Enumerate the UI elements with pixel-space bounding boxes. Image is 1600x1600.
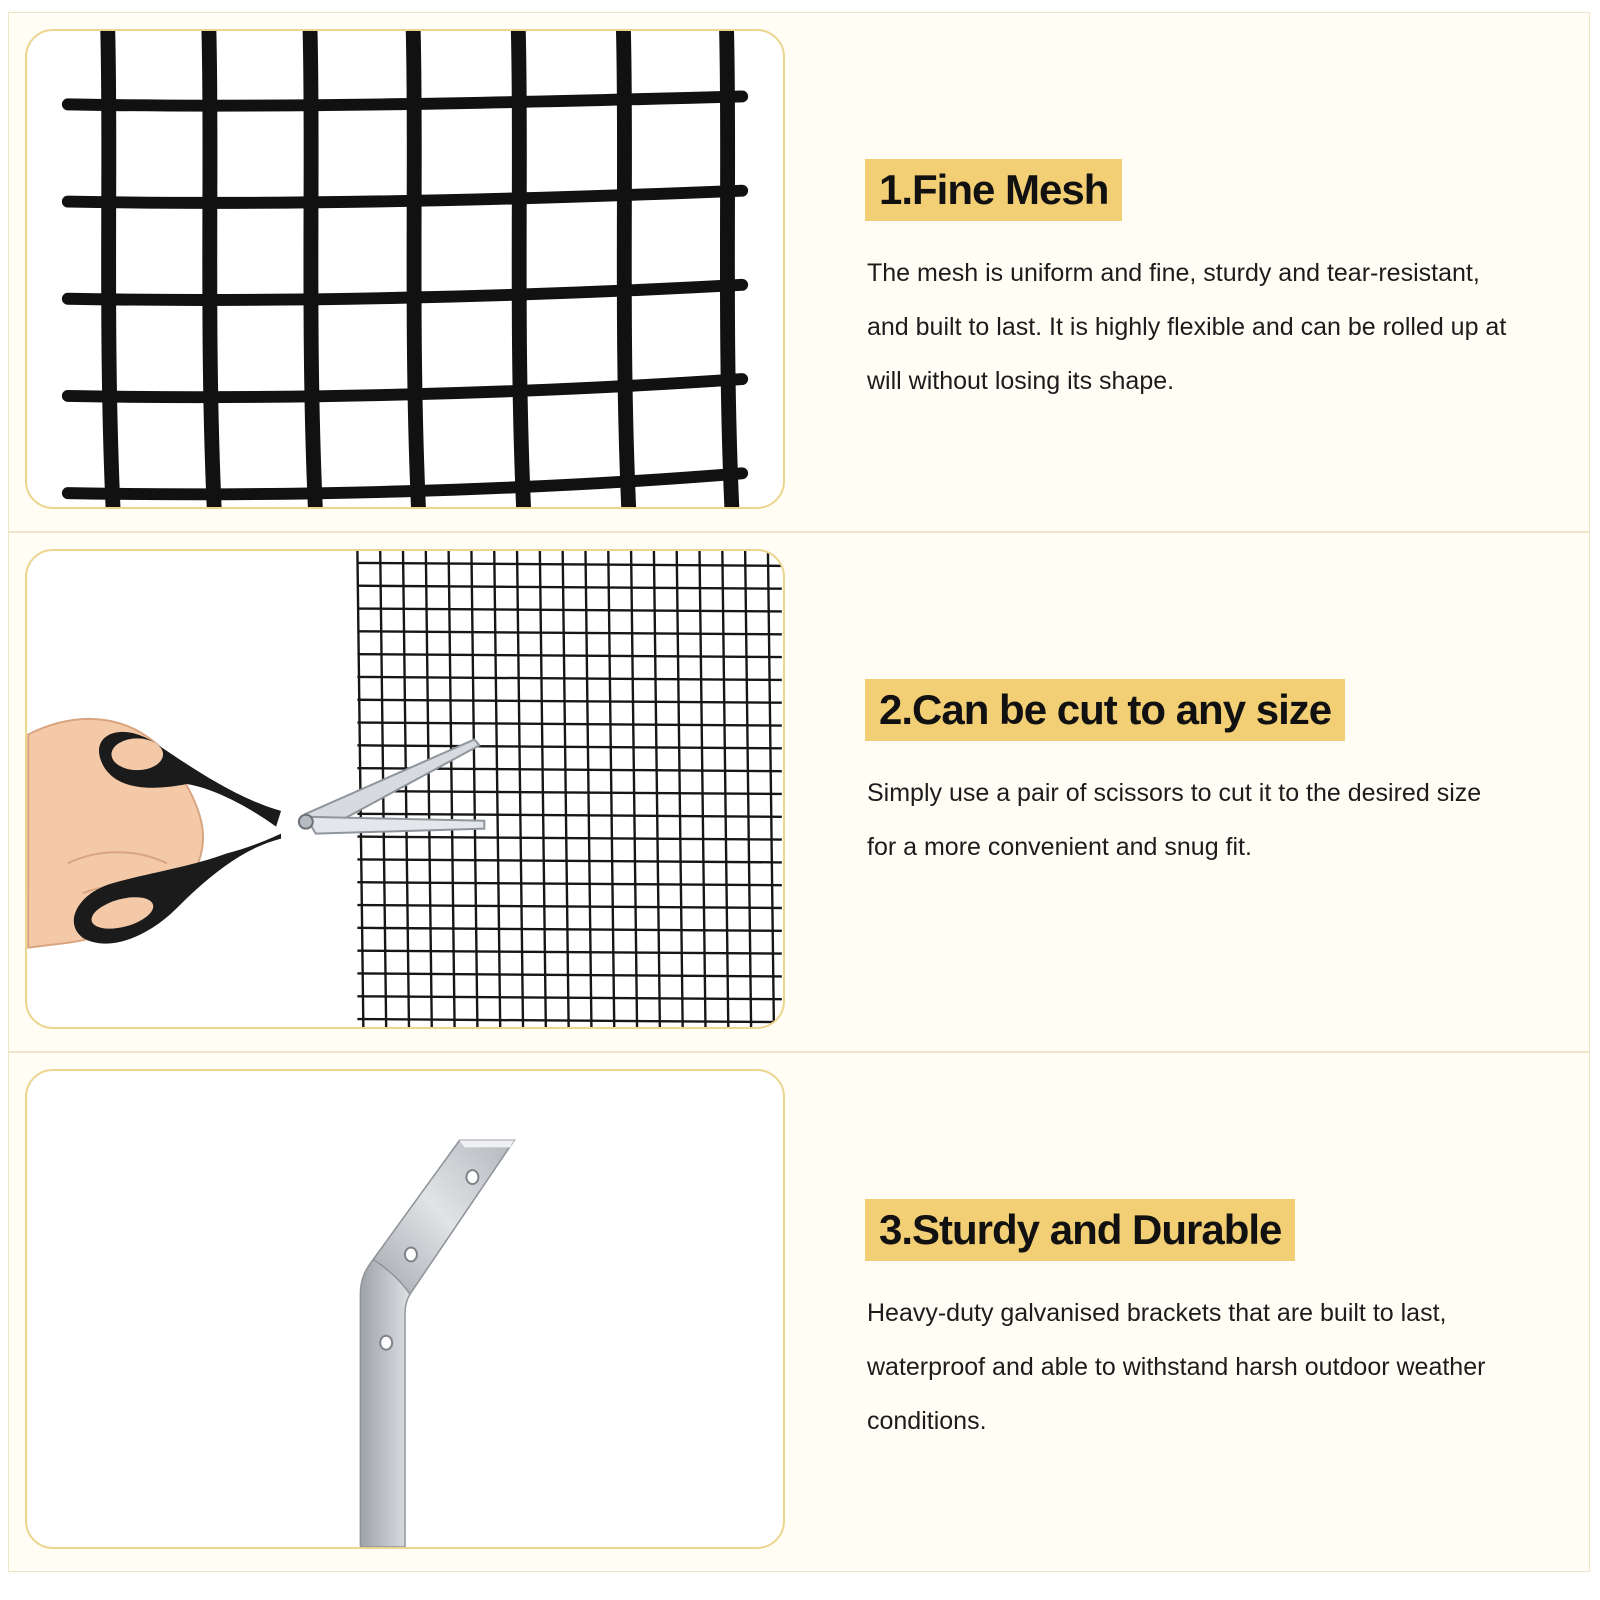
scissors-cutting-mesh-icon bbox=[27, 551, 783, 1027]
feature-panel-fine-mesh bbox=[8, 12, 1590, 532]
coarse-mesh-icon bbox=[27, 31, 783, 507]
feature-panel-sturdy-durable bbox=[8, 1052, 1590, 1572]
feature-panel-cut-to-size bbox=[8, 532, 1590, 1052]
mesh-photo bbox=[25, 29, 785, 509]
metal-bracket-icon bbox=[27, 1071, 783, 1547]
feature-title: 2.Can be cut to any size bbox=[865, 679, 1345, 741]
cutting-photo bbox=[25, 549, 785, 1029]
feature-title: 3.Sturdy and Durable bbox=[865, 1199, 1295, 1261]
feature-description: Heavy-duty galvanised brackets that are built to last, waterproof and able to withstand harsh outdoor weather conditions. bbox=[867, 1299, 1486, 1435]
feature-description: The mesh is uniform and fine, sturdy and tear-resistant, and built to last. It is highly flexible and can be rolled up at will without losing its shape. bbox=[867, 259, 1507, 395]
bracket-photo bbox=[25, 1069, 785, 1549]
feature-title: 1.Fine Mesh bbox=[865, 159, 1122, 221]
feature-description: Simply use a pair of scissors to cut it to the desired size for a more convenient and snug fit. bbox=[867, 779, 1482, 861]
